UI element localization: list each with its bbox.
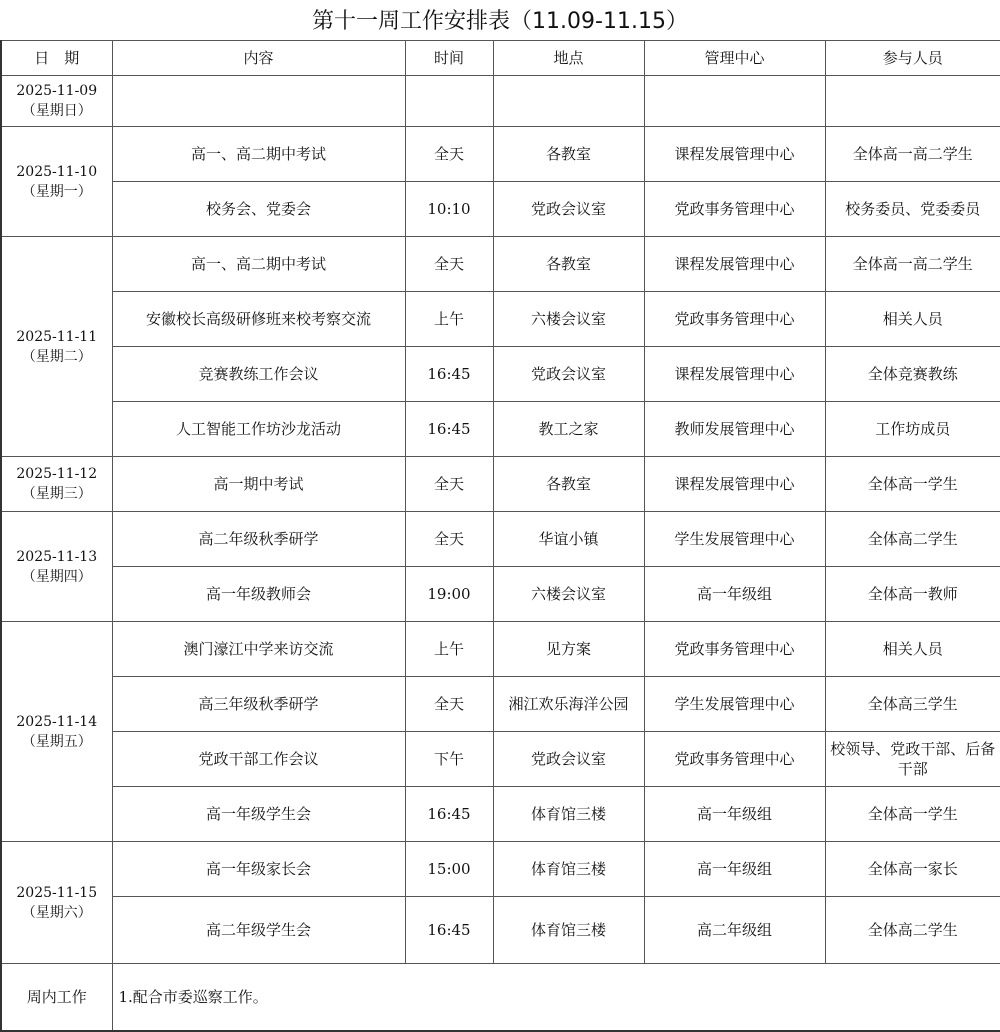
center-cell: 高二年级组 <box>644 897 825 964</box>
place-cell: 各教室 <box>493 127 644 182</box>
table-row <box>1 402 1000 457</box>
participants-cell: 全体竞赛教练 <box>825 347 1000 402</box>
date-cell <box>1 237 112 457</box>
participants-cell: 全体高一高二学生 <box>825 237 1000 292</box>
center-cell: 党政事务管理中心 <box>644 622 825 677</box>
date-text: 2025-11-12 <box>16 466 98 482</box>
participants-cell: 校务委员、党委委员 <box>825 182 1000 237</box>
content-cell: 高一、高二期中考试 <box>112 127 405 182</box>
center-cell: 教师发展管理中心 <box>644 402 825 457</box>
center-cell: 高一年级组 <box>644 842 825 897</box>
weekday-text: （星期六） <box>21 904 92 921</box>
header-date: 日 期 <box>1 41 112 76</box>
time-cell <box>405 76 493 127</box>
date-cell <box>1 76 112 127</box>
participants-cell: 相关人员 <box>825 292 1000 347</box>
content-cell: 高一年级教师会 <box>112 567 405 622</box>
center-cell: 党政事务管理中心 <box>644 732 825 787</box>
time-cell: 全天 <box>405 457 493 512</box>
place-cell: 湘江欢乐海洋公园 <box>493 677 644 732</box>
participants-cell: 全体高一学生 <box>825 787 1000 842</box>
weekday-text: （星期三） <box>21 486 92 502</box>
participants-cell: 全体高一学生 <box>825 457 1000 512</box>
table-row <box>1 567 1000 622</box>
center-cell: 党政事务管理中心 <box>644 182 825 237</box>
place-cell: 各教室 <box>493 457 644 512</box>
table-row <box>1 457 1000 512</box>
participants-cell: 全体高二学生 <box>825 512 1000 567</box>
place-cell: 见方案 <box>493 622 644 677</box>
content-cell: 高一年级学生会 <box>112 787 405 842</box>
header-time: 时间 <box>405 41 493 76</box>
content-cell: 澳门濠江中学来访交流 <box>112 622 405 677</box>
weekday-text: （星期一） <box>21 183 92 200</box>
time-cell: 16:45 <box>405 787 493 842</box>
table-row <box>1 76 1000 127</box>
date-cell <box>1 622 112 842</box>
center-cell: 课程发展管理中心 <box>644 457 825 512</box>
time-cell: 全天 <box>405 677 493 732</box>
place-cell: 党政会议室 <box>493 347 644 402</box>
content-cell: 高一、高二期中考试 <box>112 237 405 292</box>
participants-cell: 全体高一家长 <box>825 842 1000 897</box>
date-cell <box>1 457 112 512</box>
table-row <box>1 237 1000 292</box>
time-cell: 16:45 <box>405 347 493 402</box>
center-cell: 课程发展管理中心 <box>644 347 825 402</box>
place-cell: 党政会议室 <box>493 732 644 787</box>
weekly-work-label: 周内工作 <box>1 964 112 1032</box>
table-row <box>1 787 1000 842</box>
table-row <box>1 732 1000 787</box>
place-cell: 六楼会议室 <box>493 292 644 347</box>
date-text: 2025-11-09 <box>16 83 98 99</box>
page-title: 第十一周工作安排表（11.09-11.15） <box>312 9 688 34</box>
weekly-work-text: 1.配合市委巡察工作。 <box>112 964 1000 1032</box>
date-text: 2025-11-11 <box>16 328 98 345</box>
place-cell: 六楼会议室 <box>493 567 644 622</box>
center-cell <box>644 76 825 127</box>
place-cell: 体育馆三楼 <box>493 897 644 964</box>
time-cell: 全天 <box>405 237 493 292</box>
table-row <box>1 897 1000 964</box>
weekday-text: （星期二） <box>21 348 92 365</box>
participants-cell: 相关人员 <box>825 622 1000 677</box>
center-cell: 高一年级组 <box>644 787 825 842</box>
time-cell: 10:10 <box>405 182 493 237</box>
date-text: 2025-11-13 <box>16 548 98 565</box>
content-cell: 高二年级学生会 <box>112 897 405 964</box>
content-cell: 高二年级秋季研学 <box>112 512 405 567</box>
content-cell <box>112 76 405 127</box>
date-cell <box>1 842 112 964</box>
header-participants: 参与人员 <box>825 41 1000 76</box>
center-cell: 高一年级组 <box>644 567 825 622</box>
place-cell: 各教室 <box>493 237 644 292</box>
date-text: 2025-11-14 <box>16 713 98 730</box>
content-cell: 高一年级家长会 <box>112 842 405 897</box>
weekday-text: （星期五） <box>21 733 92 750</box>
content-cell: 安徽校长高级研修班来校考察交流 <box>112 292 405 347</box>
date-text: 2025-11-15 <box>16 884 98 901</box>
center-cell: 课程发展管理中心 <box>644 237 825 292</box>
table-row <box>1 677 1000 732</box>
place-cell: 体育馆三楼 <box>493 842 644 897</box>
content-cell: 高三年级秋季研学 <box>112 677 405 732</box>
content-cell: 高一期中考试 <box>112 457 405 512</box>
time-cell: 15:00 <box>405 842 493 897</box>
center-cell: 课程发展管理中心 <box>644 127 825 182</box>
center-cell: 党政事务管理中心 <box>644 292 825 347</box>
participants-cell: 全体高一教师 <box>825 567 1000 622</box>
place-cell: 华谊小镇 <box>493 512 644 567</box>
participants-cell: 全体高三学生 <box>825 677 1000 732</box>
time-cell: 19:00 <box>405 567 493 622</box>
participants-cell: 工作坊成员 <box>825 402 1000 457</box>
place-cell: 党政会议室 <box>493 182 644 237</box>
time-cell: 上午 <box>405 622 493 677</box>
participants-cell: 校领导、党政干部、后备干部 <box>825 732 1000 787</box>
table-row <box>1 182 1000 237</box>
center-cell: 学生发展管理中心 <box>644 677 825 732</box>
content-cell: 竞赛教练工作会议 <box>112 347 405 402</box>
participants-cell: 全体高一高二学生 <box>825 127 1000 182</box>
header-row <box>1 41 1000 76</box>
place-cell <box>493 76 644 127</box>
header-content: 内容 <box>112 41 405 76</box>
table-row <box>1 127 1000 182</box>
date-cell <box>1 512 112 622</box>
table-row <box>1 347 1000 402</box>
place-cell: 体育馆三楼 <box>493 787 644 842</box>
weekday-text: （星期四） <box>21 568 92 585</box>
date-cell <box>1 127 112 237</box>
content-cell: 人工智能工作坊沙龙活动 <box>112 402 405 457</box>
time-cell: 全天 <box>405 512 493 567</box>
place-cell: 教工之家 <box>493 402 644 457</box>
time-cell: 上午 <box>405 292 493 347</box>
weekly-work-row <box>1 964 1000 1032</box>
header-place: 地点 <box>493 41 644 76</box>
content-cell: 校务会、党委会 <box>112 182 405 237</box>
table-row <box>1 622 1000 677</box>
time-cell: 下午 <box>405 732 493 787</box>
center-cell: 学生发展管理中心 <box>644 512 825 567</box>
weekday-text: （星期日） <box>21 103 92 119</box>
time-cell: 16:45 <box>405 402 493 457</box>
participants-cell <box>825 76 1000 127</box>
time-cell: 全天 <box>405 127 493 182</box>
table-row <box>1 292 1000 347</box>
schedule-table <box>0 40 1000 1032</box>
header-center: 管理中心 <box>644 41 825 76</box>
time-cell: 16:45 <box>405 897 493 964</box>
content-cell: 党政干部工作会议 <box>112 732 405 787</box>
participants-cell: 全体高二学生 <box>825 897 1000 964</box>
table-row <box>1 512 1000 567</box>
date-text: 2025-11-10 <box>16 163 98 180</box>
table-row <box>1 842 1000 897</box>
